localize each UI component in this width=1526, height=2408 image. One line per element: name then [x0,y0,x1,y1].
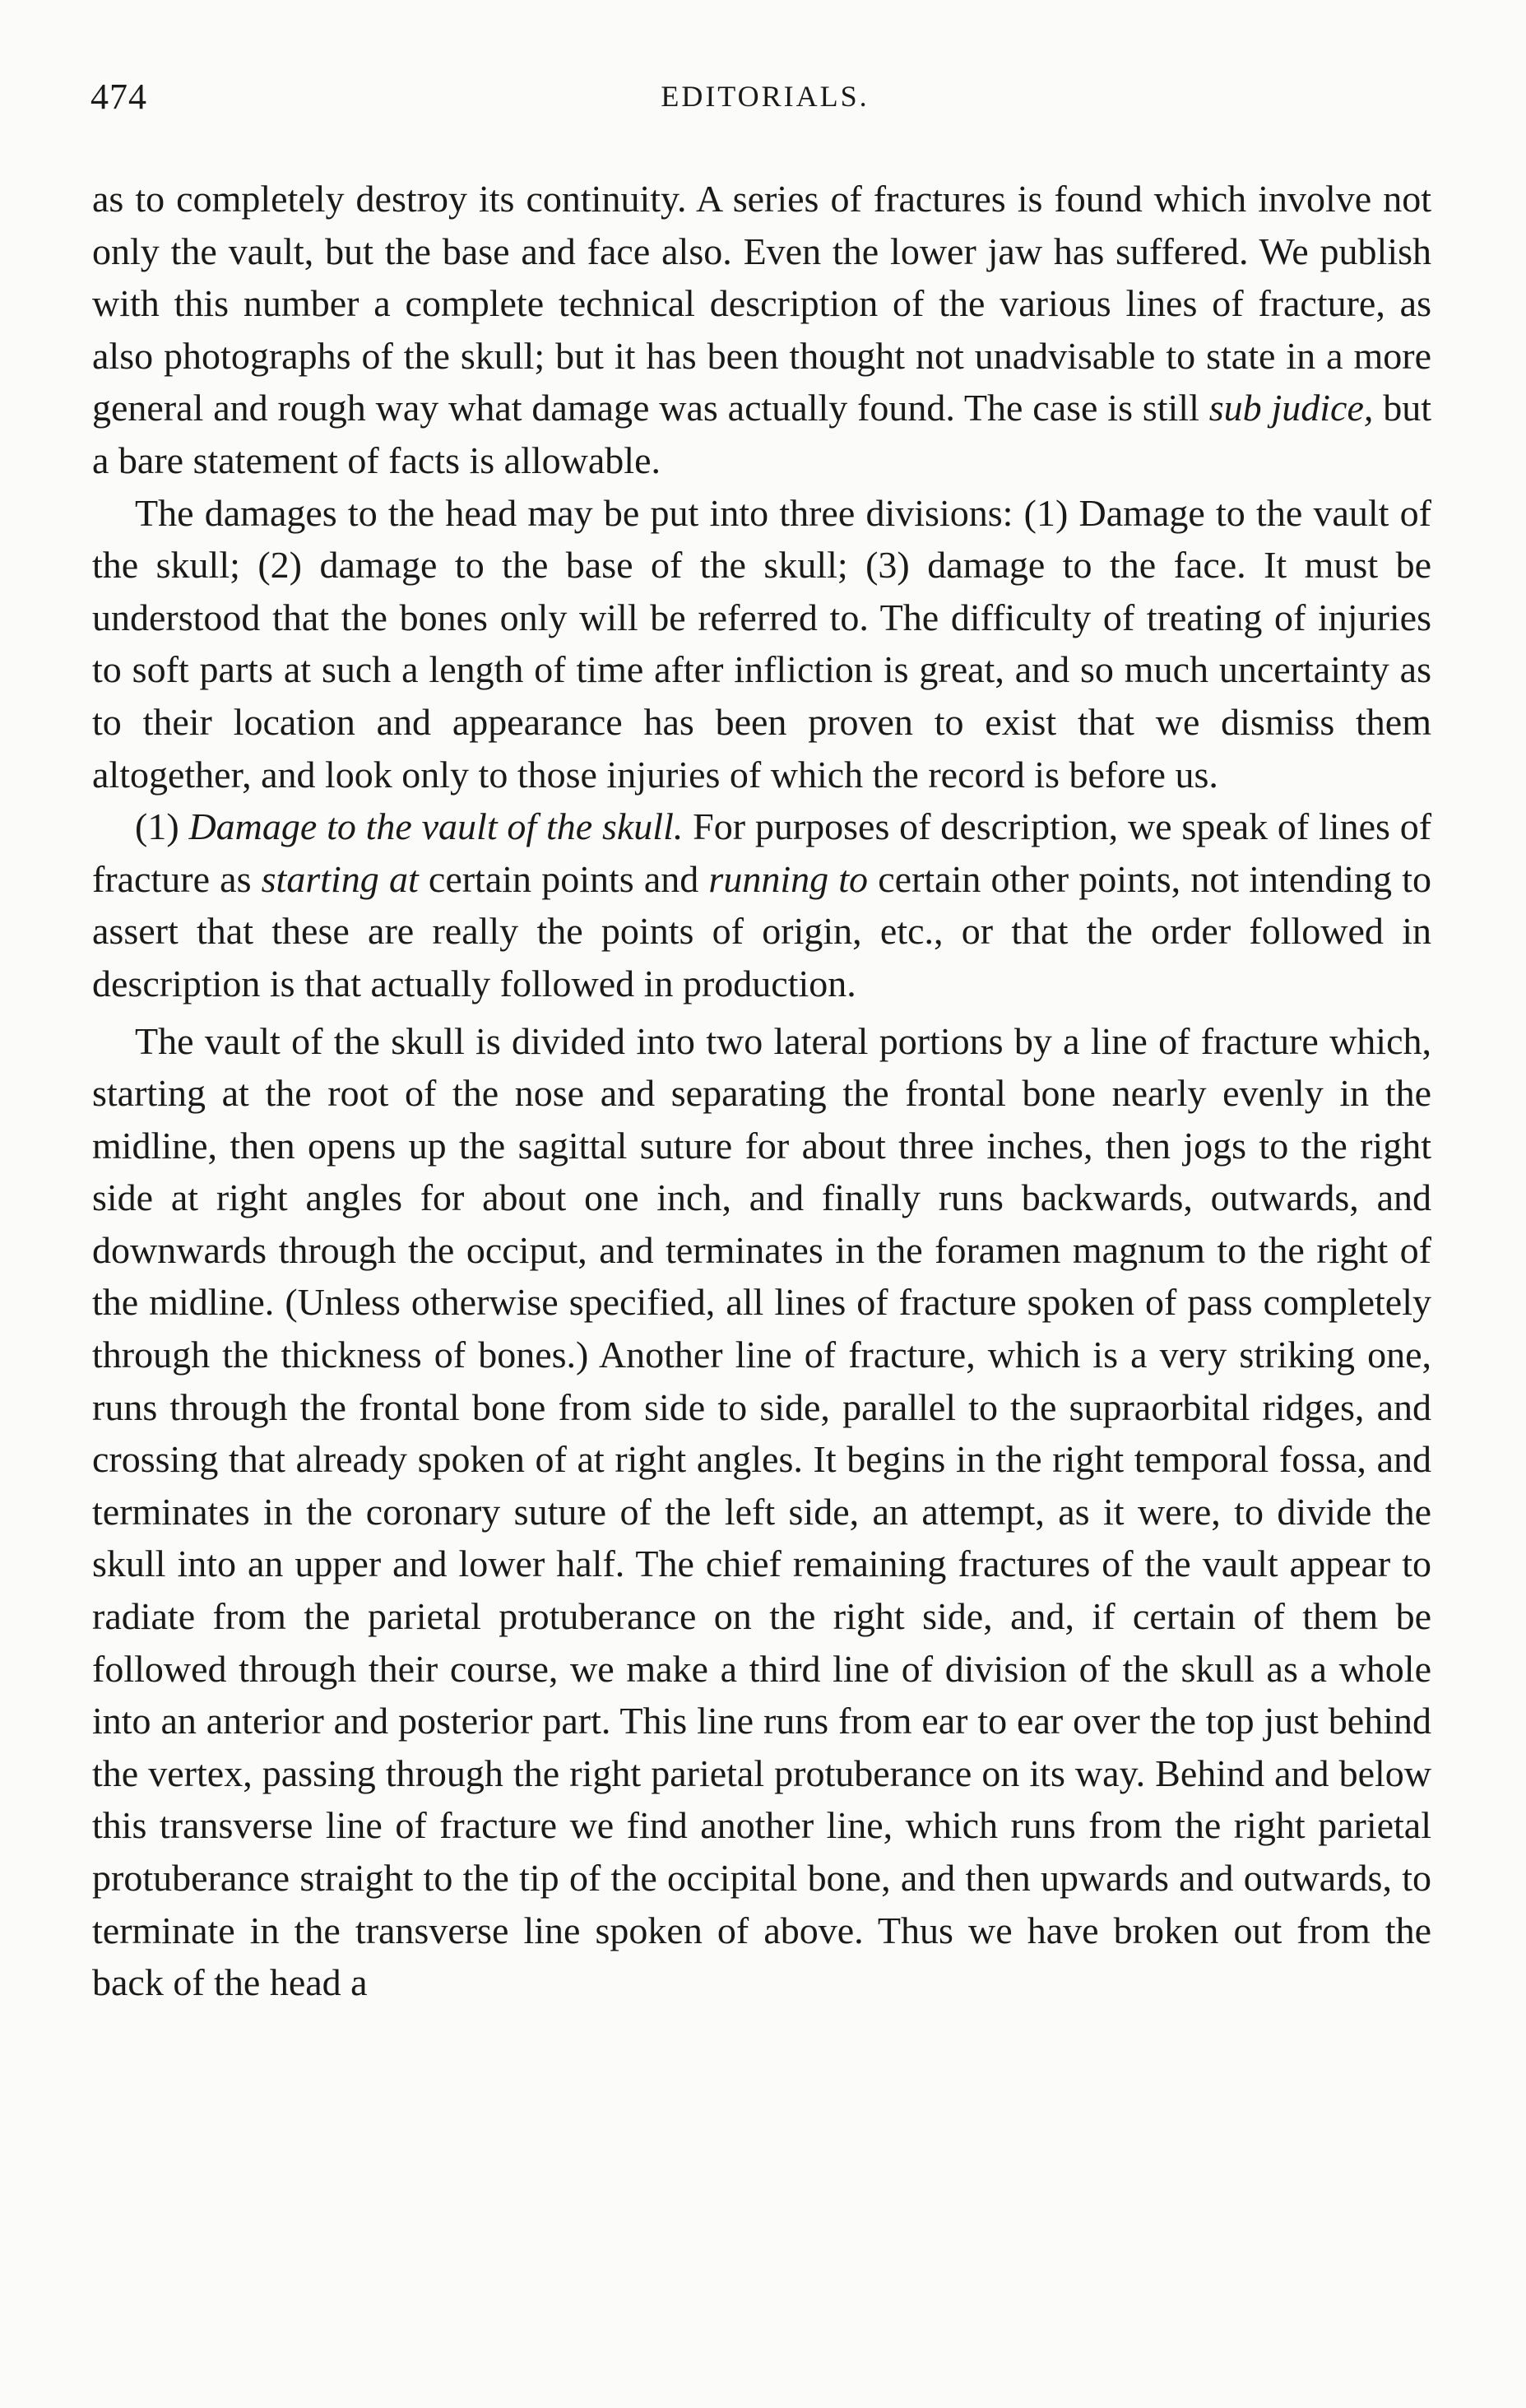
page-header [90,76,1440,133]
section-heading: Damage to the vault of the skull. [188,805,684,848]
body-text [92,173,1431,2009]
paragraph-divisions [92,487,1431,801]
paragraph-text: For purposes of description, we speak of lines of fracture as [92,805,1432,900]
paragraph-vault-damage [92,800,1431,1009]
italic-term: running to [708,857,869,900]
paragraph-vault-description [92,1015,1431,2009]
italic-term: starting at [261,857,419,900]
section-number: (1) [135,805,189,848]
italic-term: sub judice, [1208,387,1374,429]
paragraph-text: but a bare statement of facts is allowable. [92,387,1432,481]
paragraph-text: as to completely destroy its continuity. A series of fractures is found which involve not only the vault, but the base and face also. Even the lower jaw has suffered. We publish with this number a complete technical description of the various lines of fracture, as also photographs of the skull; but it has been thought not unadvisable to state in a more general and rough way what damage was actually found. The case is still [92,178,1431,429]
running-head: EDITORIALS. [661,80,870,113]
paragraph-text: The damages to the head may be put into three divisions: (1) Damage to the vault of the skull; (2) damage to the base of the skull; (3) damage to the face. It must be understood that the bones only will be referred to. The difficulty of treating of injuries to soft parts at such a length of time after infliction is great, and so much uncertainty as to their location and appearance has been proven to exist that we dismiss them altogether, and look only to those injuries of which the record is before us. [92,491,1431,796]
page-number: 474 [90,77,147,117]
paragraph-text: certain other points, not intending to assert that these are really the points of origin, etc., or that the order followed in description is that actually followed in production. [92,857,1431,1004]
paragraph-text: certain points and [418,857,709,900]
paragraph-continuation [92,173,1431,487]
paragraph-text: The vault of the skull is divided into two lateral portions by a line of fracture which, starting at the root of the nose and separating the frontal bone nearly evenly in the midline, then opens up the sagittal suture for about three inches, then jogs to the right side at right angles for about one inch, and finally runs backwards, outwards, and downwards through the occiput, and terminates in the foramen magnum to the right of the midline. (Unless otherwise specified, all lines of fracture spoken of pass completely through the thickness of bones.) Another line of fracture, which is a very striking one, runs through the frontal bone from side to side, parallel to the supraorbital ridges, and crossing that already spoken of at right angles. It begins in the right temporal fossa, and terminates in the coronary suture of the left side, an attempt, as it were, to divide the skull into an upper and lower half. The chief remaining fractures of the vault appear to radiate from the parietal protuberance on the right side, and, if certain of them be followed through their course, we make a third line of division of the skull as a whole into an anterior and posterior part. This line runs from ear to ear over the top just behind the vertex, passing through the right parietal protuberance on its way. Behind and below this transverse line of fracture we find another line, which runs from the right parietal protuberance straight to the tip of the occipital bone, and then upwards and outwards, to terminate in the transverse line spoken of above. Thus we have broken out from the back of the head a [92,1019,1431,2004]
